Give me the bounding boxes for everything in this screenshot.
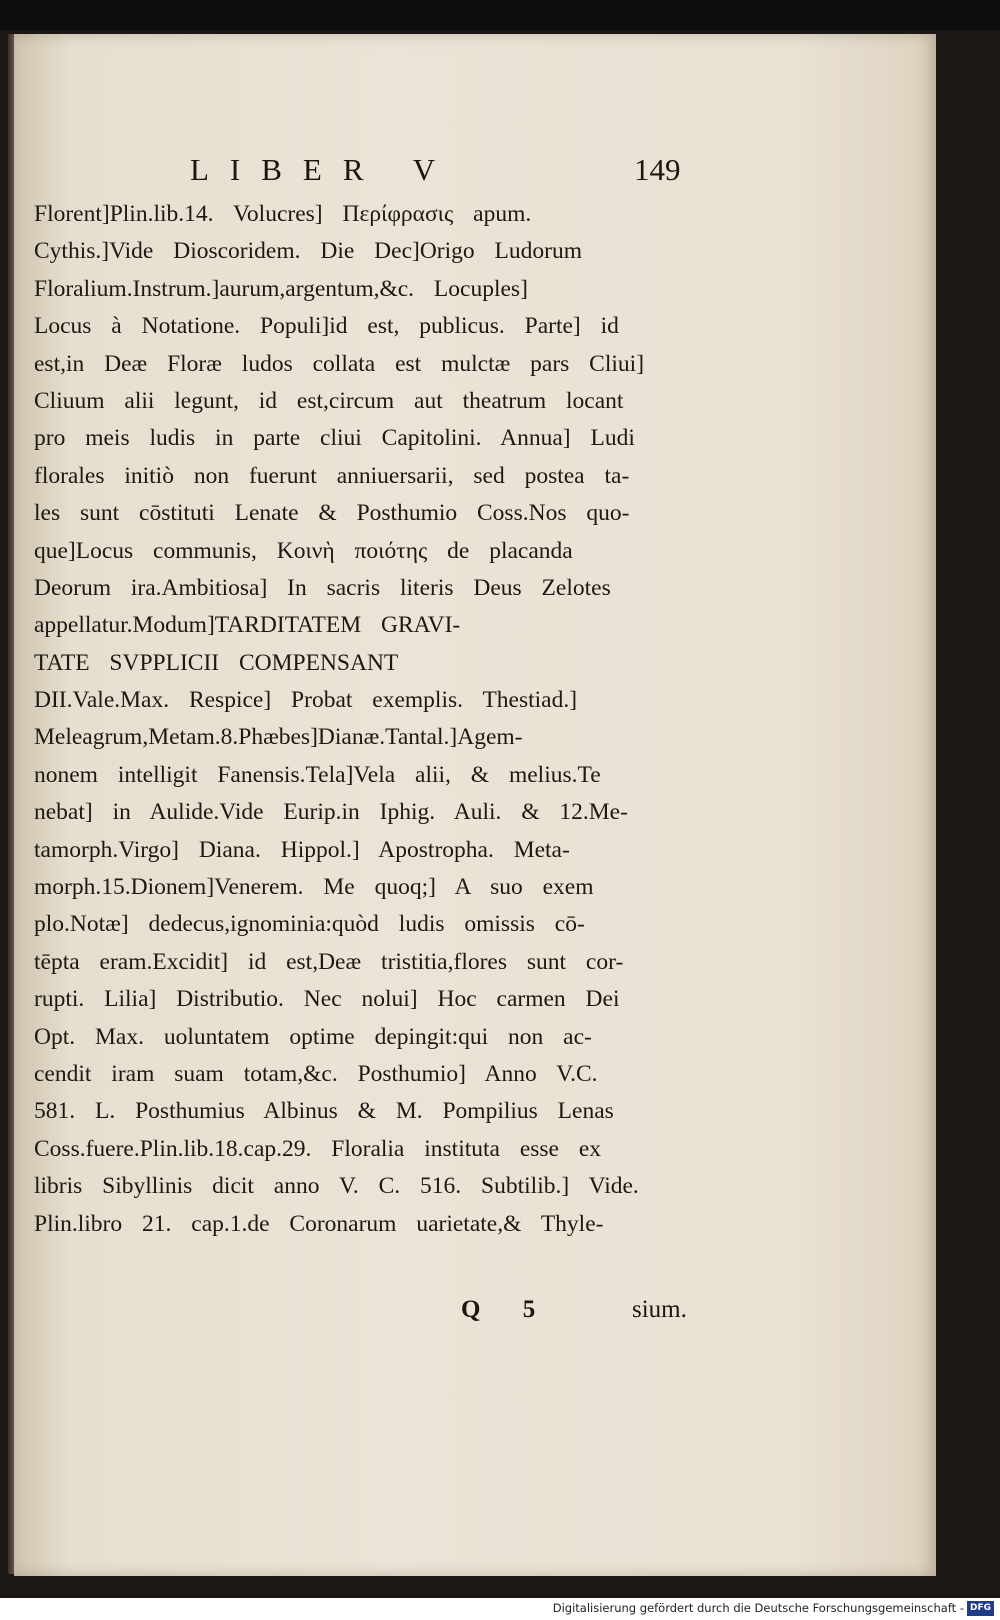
text-line: plo.Notæ] dedecus,ignominia:quòd ludis omissis cō- bbox=[34, 911, 585, 938]
text-line: Locus à Notatione. Populi]id est, publicus. Parte] id bbox=[34, 313, 619, 340]
text-line: pro meis ludis in parte cliui Capitolini. Annua] Ludi bbox=[34, 425, 635, 452]
page-header bbox=[14, 152, 936, 192]
scan-top-border bbox=[0, 0, 1000, 30]
text-line: TATE SVPPLICII COMPENSANT bbox=[34, 649, 399, 676]
text-line: Cliuum alii legunt, id est,circum aut theatrum locant bbox=[34, 387, 624, 414]
text-line: Florent]Plin.lib.14. Volucres] Περίφρασις apum. bbox=[34, 201, 532, 227]
text-line: nebat] in Aulide.Vide Eurip.in Iphig. Auli. & 12.Me- bbox=[34, 799, 628, 826]
text-line: appellatur.Modum]TARDITATEM GRAVI- bbox=[34, 612, 461, 639]
catchword: sium. bbox=[632, 1296, 687, 1323]
text-line: Plin.libro 21. cap.1.de Coronarum uarietate,& Thyle- bbox=[34, 1210, 604, 1237]
text-line: 581. L. Posthumius Albinus & M. Pompilius Lenas bbox=[34, 1098, 614, 1125]
text-line: Deorum ira.Ambitiosa] In sacris literis Deus Zelotes bbox=[34, 574, 611, 601]
page-number: 149 bbox=[634, 152, 681, 187]
body-text bbox=[34, 196, 714, 1243]
credit-text: Digitalisierung gefördert durch die Deutsche Forschungsgemeinschaft - bbox=[552, 1601, 964, 1615]
book-page bbox=[14, 34, 936, 1576]
signature-mark: Q 5 bbox=[461, 1296, 554, 1323]
text-line: cendit iram suam totam,&c. Posthumio] Anno V.C. bbox=[34, 1060, 598, 1087]
text-line: est,in Deæ Floræ ludos collata est mulctæ pars Cliui] bbox=[34, 350, 645, 377]
text-line: Cythis.]Vide Dioscoridem. Die Dec]Origo Ludorum bbox=[34, 238, 582, 265]
text-line: Floralium.Instrum.]aurum,argentum,&c. Locuples] bbox=[34, 275, 528, 302]
text-line: que]Locus communis, Κοινὴ ποιότης de placanda bbox=[34, 537, 573, 564]
credit-strip bbox=[0, 1598, 1000, 1620]
text-line: Coss.fuere.Plin.lib.18.cap.29. Floralia instituta esse ex bbox=[34, 1135, 602, 1162]
text-line: Opt. Max. uoluntatem optime depingit:qui non ac- bbox=[34, 1023, 592, 1050]
page-footer bbox=[14, 1296, 936, 1330]
text-line: florales initiò non fuerunt anniuersarii, sed postea ta- bbox=[34, 462, 630, 489]
text-line: tamorph.Virgo] Diana. Hippol.] Apostropha. Meta- bbox=[34, 836, 570, 863]
text-line: DII.Vale.Max. Respice] Probat exemplis. Thestiad.] bbox=[34, 687, 578, 714]
running-title: LIBER V bbox=[190, 152, 457, 187]
text-line: les sunt cōstituti Lenate & Posthumio Coss.Nos quo- bbox=[34, 500, 630, 527]
text-line: nonem intelligit Fanensis.Tela]Vela alii, & melius.Te bbox=[34, 761, 601, 788]
dfg-logo-icon: DFG bbox=[967, 1601, 994, 1616]
text-line: tēpta eram.Excidit] id est,Deæ tristitia,flores sunt cor- bbox=[34, 948, 624, 975]
text-line: Meleagrum,Metam.8.Phæbes]Dianæ.Tantal.]Agem- bbox=[34, 724, 523, 751]
text-line: morph.15.Dionem]Venerem. Me quoq;] A suo exem bbox=[34, 874, 594, 901]
text-line: rupti. Lilia] Distributio. Nec nolui] Hoc carmen Dei bbox=[34, 986, 620, 1013]
text-line: libris Sibyllinis dicit anno V. C. 516. Subtilib.] Vide. bbox=[34, 1173, 639, 1200]
